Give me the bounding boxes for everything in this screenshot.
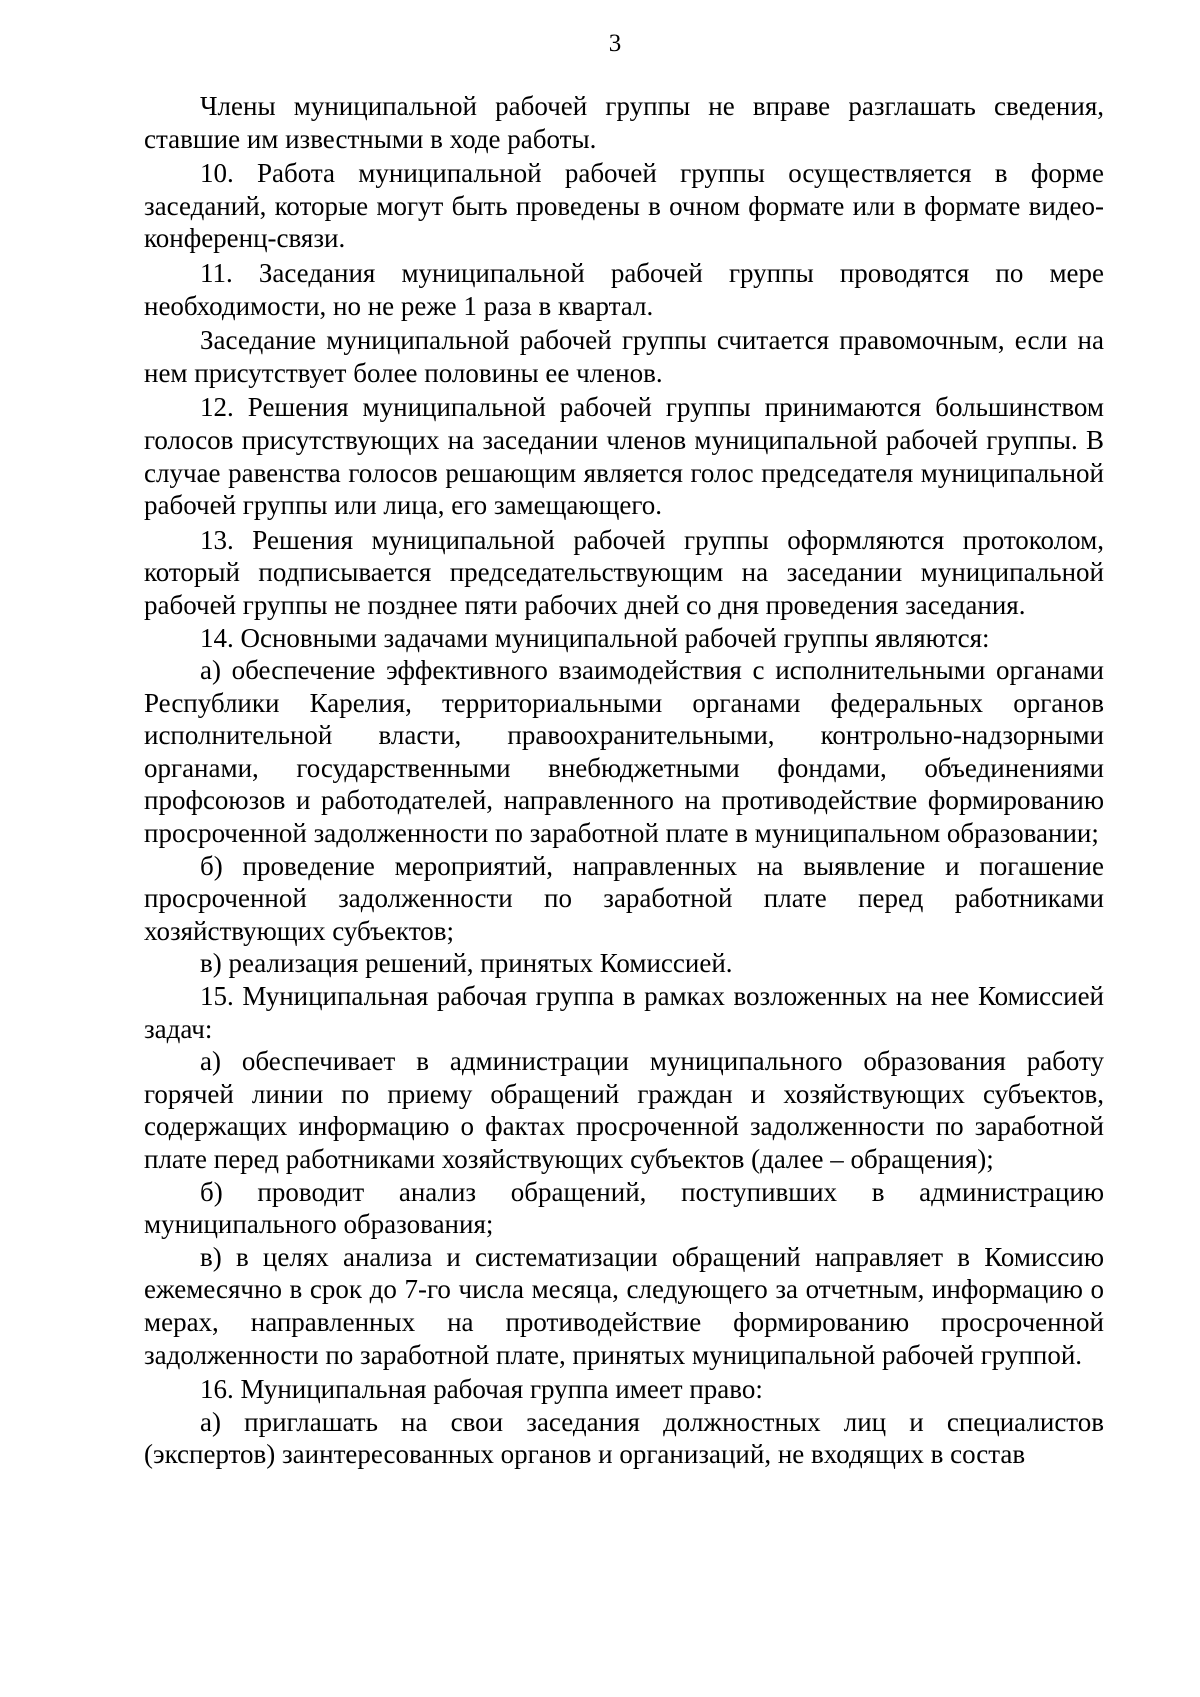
paragraph-confidentiality: Члены муниципальной рабочей группы не вправе разглашать сведения, ставшие им известными в ходе работы. bbox=[144, 91, 1104, 154]
paragraph-15-functions: 15. Муниципальная рабочая группа в рамках возложенных на нее Комиссией задач: bbox=[144, 981, 1104, 1044]
paragraph-12-decisions: 12. Решения муниципальной рабочей группы принимаются большинством голосов присутствующих на заседании членов муниципальной рабочей группы. В случае равенства голосов решающим является голос председателя муниципальной рабочей группы или лица, его замещающего. bbox=[144, 392, 1104, 521]
paragraph-10-meeting-format: 10. Работа муниципальной рабочей группы осуществляется в форме заседаний, которые могут быть проведены в очном формате или в формате видео-конференц-связи. bbox=[144, 158, 1104, 254]
paragraph-16-rights: 16. Муниципальная рабочая группа имеет право: bbox=[200, 1374, 763, 1405]
paragraph-15a: а) обеспечивает в администрации муниципального образования работу горячей линии по приему обращений граждан и хозяйствующих субъектов, содержащих информацию о фактах просроченной задолженности по заработной плате перед работниками хозяйствующих субъектов (далее – обращения); bbox=[144, 1046, 1104, 1174]
page-number: 3 bbox=[608, 30, 622, 57]
paragraph-11-meeting-frequency: 11. Заседания муниципальной рабочей группы проводятся по мере необходимости, но не реже 1 раза в квартал. bbox=[144, 257, 1104, 321]
paragraph-13-protocol: 13. Решения муниципальной рабочей группы оформляются протоколом, который подписывается председательствующим на заседании муниципальной рабочей группы не позднее пяти рабочих дней со дня проведения заседания. bbox=[144, 524, 1104, 620]
paragraph-14c: в) реализация решений, принятых Комиссией. bbox=[200, 948, 733, 979]
paragraph-16a: а) приглашать на свои заседания должностных лиц и специалистов (экспертов) заинтересованных органов и организаций, не входящих в состав bbox=[144, 1406, 1104, 1470]
paragraph-15c: в) в целях анализа и систематизации обращений направляет в Комиссию ежемесячно в срок до 7-го числа месяца, следующего за отчетным, информацию о мерах, направленных на противодействие формированию просроченной задолженности по заработной плате, принятых муниципальной рабочей группой. bbox=[144, 1241, 1104, 1370]
paragraph-14b: б) проведение мероприятий, направленных на выявление и погашение просроченной задолженности по заработной плате перед работниками хозяйствующих субъектов; bbox=[144, 850, 1104, 946]
document-body bbox=[144, 90, 1104, 1471]
paragraph-14-tasks: 14. Основными задачами муниципальной рабочей группы являются: bbox=[200, 622, 990, 653]
paragraph-quorum: Заседание муниципальной рабочей группы считается правомочным, если на нем присутствует более половины ее членов. bbox=[144, 325, 1104, 388]
paragraph-15b: б) проводит анализ обращений, поступивших в администрацию муниципального образования; bbox=[144, 1176, 1104, 1240]
paragraph-14a: а) обеспечение эффективного взаимодействия с исполнительными органами Республики Карелия, территориальными органами федеральных органов исполнительной власти, правоохранительными, контрольно-надзорными органами, государственными внебюджетными фондами, объединениями профсоюзов и работодателей, направленного на противодействие формированию просроченной задолженности по заработной плате в муниципальном образовании; bbox=[144, 655, 1104, 849]
